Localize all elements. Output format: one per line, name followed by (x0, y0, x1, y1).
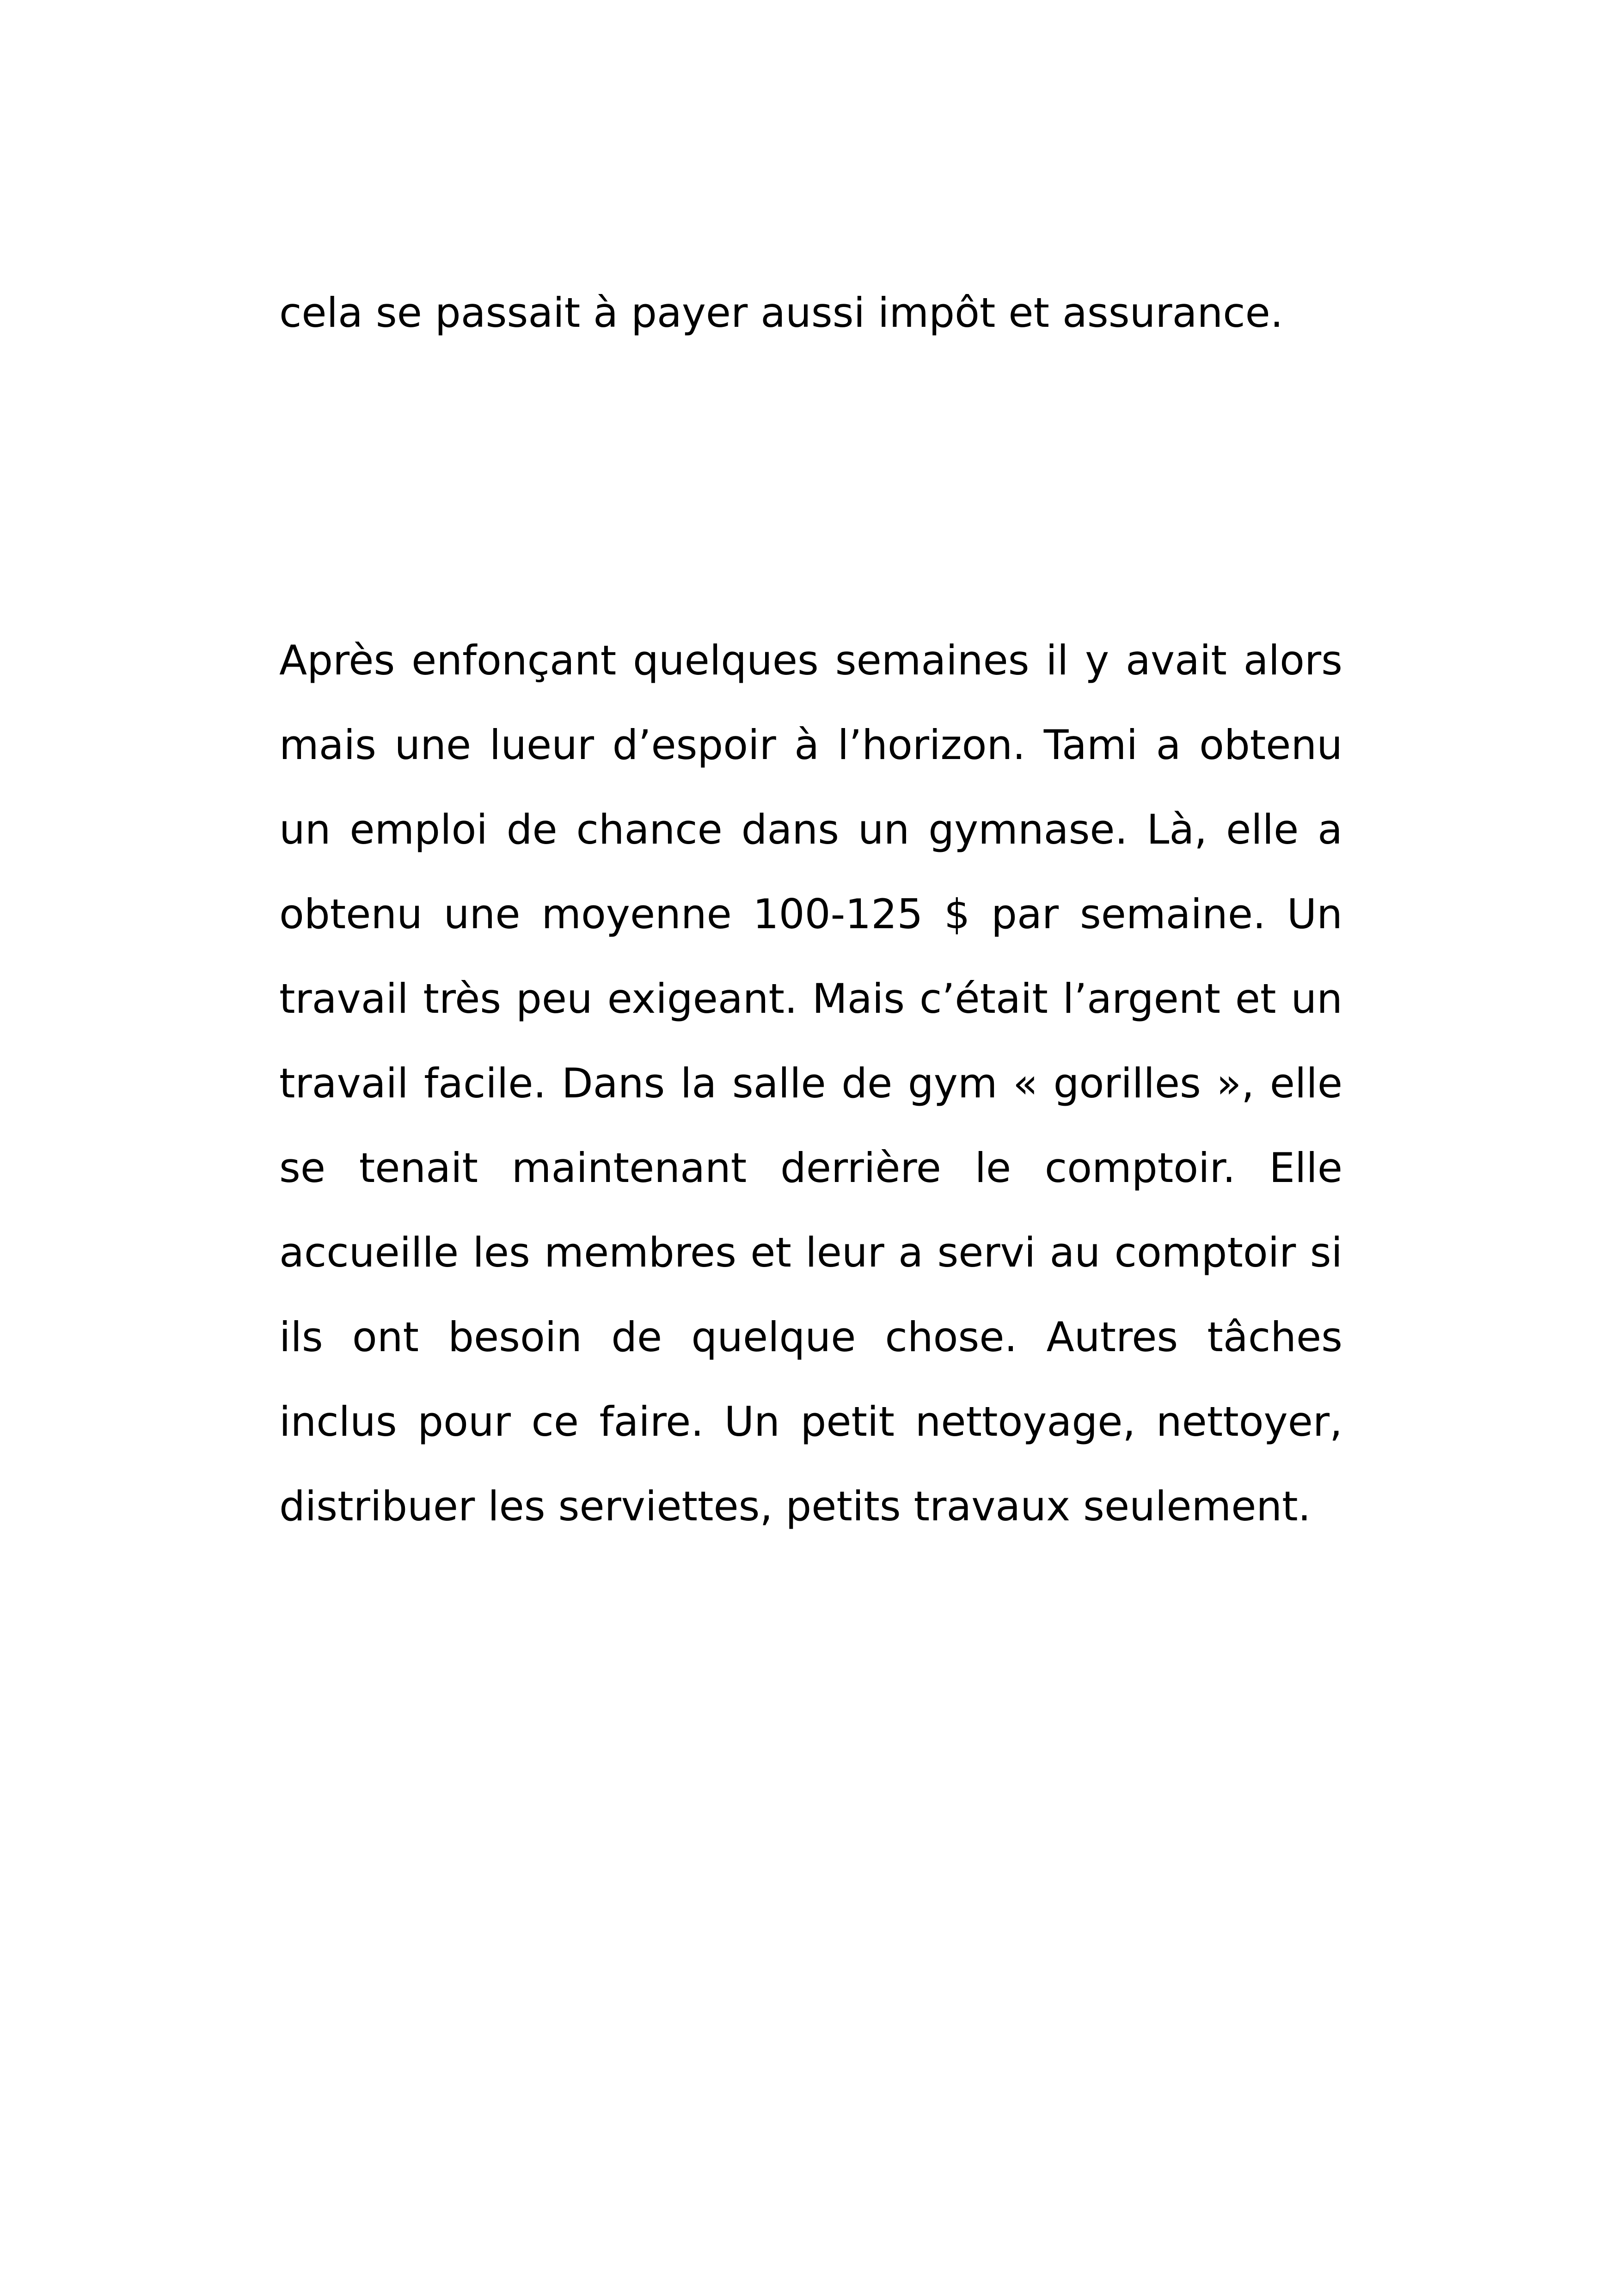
paragraph-1-text: cela se passait à payer aussi impôt et assurance. (279, 289, 1283, 337)
paragraph-2-text: Après enfonçant quelques semaines il y avait alors mais une lueur d’espoir à l’horizon. Tami a obtenu un emploi de chance dans un gymnase. Là, elle a obtenu une moyenne 100-125 $ par semaine. Un travail très peu exigeant. Mais c’était l’argent et un travail facile. Dans la salle de gym « gorilles », elle se tenait maintenant derrière le comptoir. Elle accueille les membres et leur a servi au comptoir si ils ont besoin de quelque chose. Autres tâches inclus pour ce faire. Un petit nettoyage, nettoyer, distribuer les serviettes, petits travaux seulement. (279, 637, 1342, 1530)
paragraph-2 (279, 618, 1342, 1549)
paragraph-1 (279, 270, 1342, 355)
